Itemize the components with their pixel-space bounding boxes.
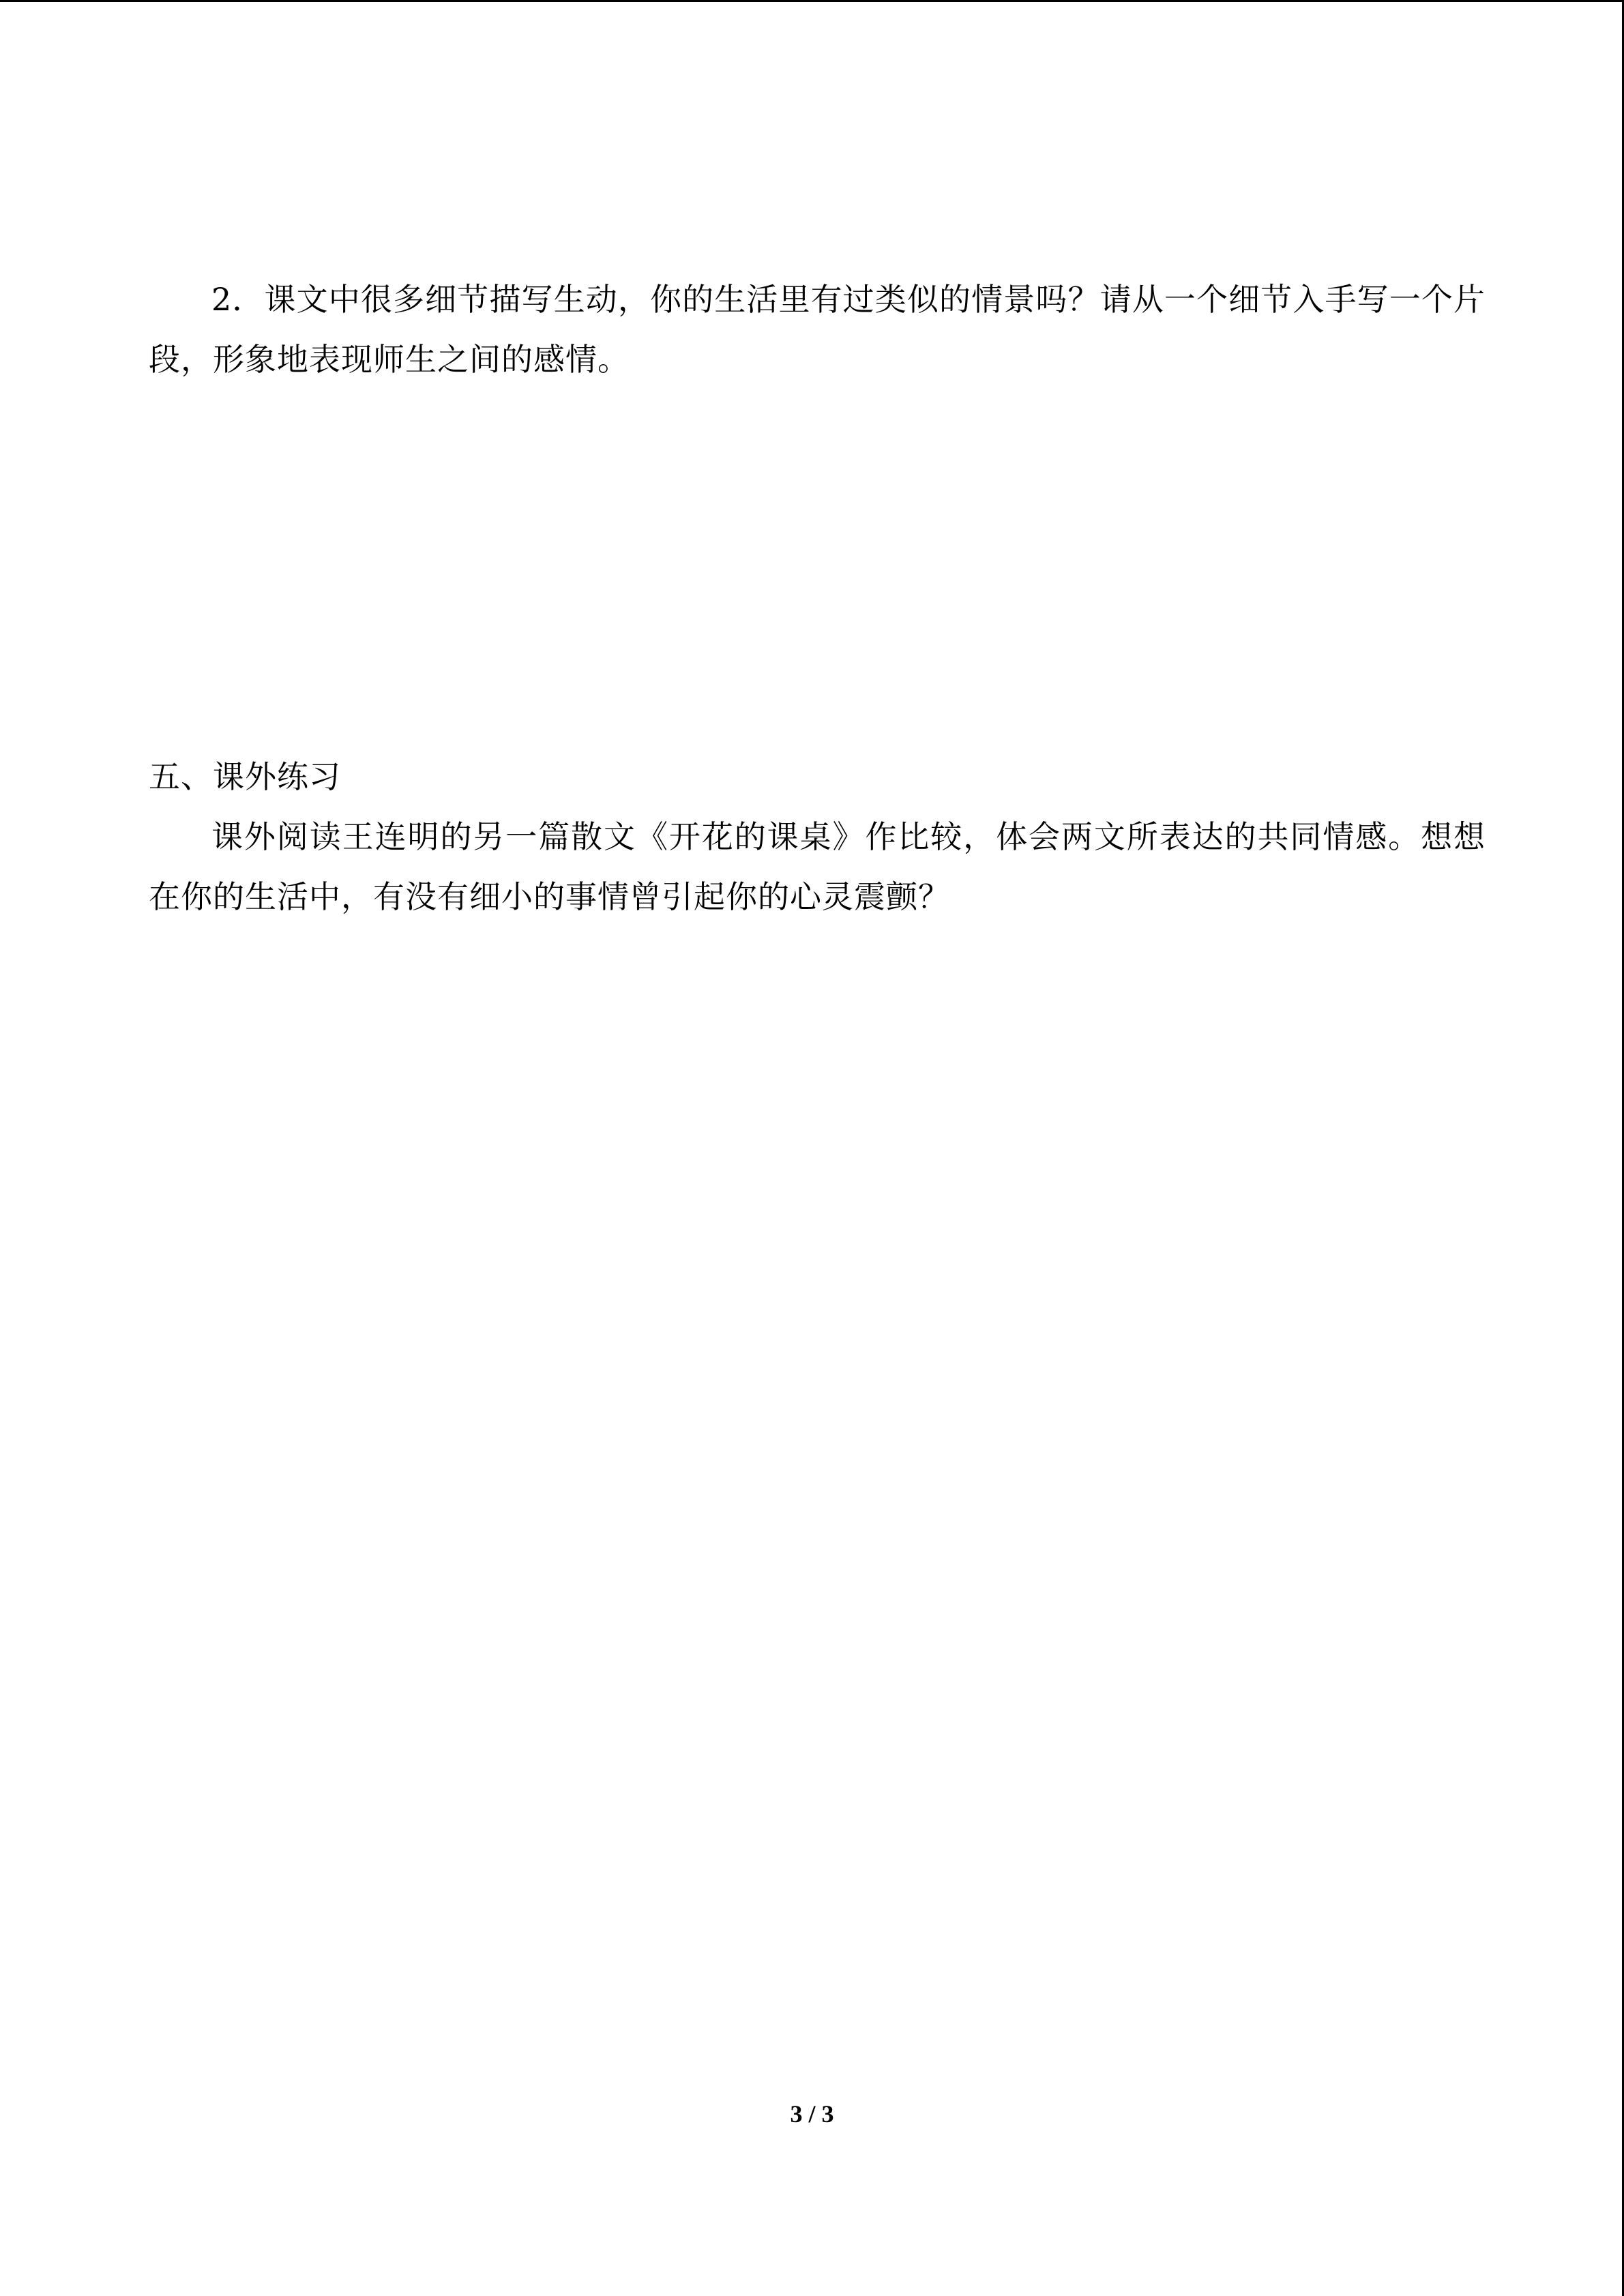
- question-2-text: 2．课文中很多细节描写生动，你的生活里有过类似的情景吗？请从一个细节入手写一个片段，形象地表现师生之间的感情。: [149, 281, 1486, 378]
- page-number: 3 / 3: [790, 2100, 834, 2128]
- section-5-text: 课外阅读王连明的另一篇散文《开花的课桌》作比较，体会两文所表达的共同情感。想想在你的生活中，有没有细小的事情曾引起你的心灵震颤？: [149, 818, 1486, 915]
- section-5-block: [149, 807, 1486, 927]
- question-2-block: [149, 269, 1486, 389]
- section-5-heading: 五、课外练习: [149, 758, 341, 795]
